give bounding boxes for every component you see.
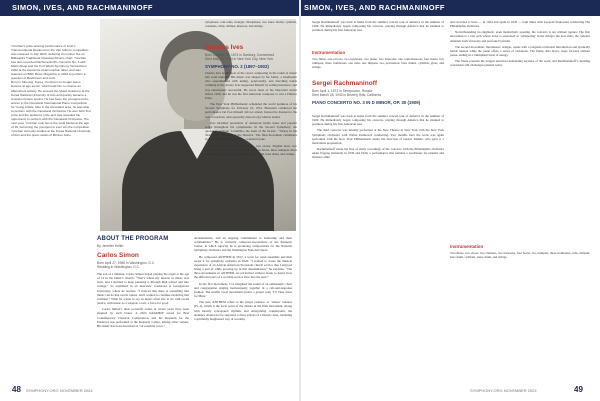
composer-heading-simon: Carlos Simon xyxy=(97,252,139,259)
composer-heading-ives: Charles Ives xyxy=(205,44,244,51)
running-header-right: SIMON, IVES, AND RACHMANINOFF xyxy=(304,3,445,12)
footer-right: SYMPHONY.ORG NOVEMBER 2024 xyxy=(470,388,537,393)
page-number-left: 48 xyxy=(12,385,21,394)
article-column-1: The son of a minister, Carlos Simon began playing the organ at the age of 12 in his father’s church. “That’s where my interest in music was born, and I decided to keep pursuing it through high school and into college,” he explained in an interview conducted at Georgetown University, where he teaches. “I noticed that there is something like music can do that words cannot, and I wanted to continue exploring that tradition.” What he wants to say in music often has to do with social justice, with music as a weapon, a tool, a force for good. Carlos Simon’s most powerful works in recent years have been inspired by such issues. A 2023 GRAMMY award for Best Contemporary Classical Composition, and his Requiem for the Enslaved was performed at the Kennedy Center, among other venues. His music has been described as “an essential voice.” xyxy=(97,272,189,328)
performer-bio xyxy=(11,44,91,240)
composer-meta-rachmaninoff: Born April 1, 1873 in Semyonovo, Russia Died March 28, 1943 in Beverly Hills, California xyxy=(312,89,381,98)
composer-meta-simon: Born April 27, 1986 in Washington, D.C. Residing in Washington, D.C. xyxy=(97,261,156,270)
running-header-left: SIMON, IVES, AND RACHMANINOFF xyxy=(12,3,153,12)
bio-paragraph: Yunchan’s prize-winning performance of Liszt’s Transcendental Études from the Van Cliburn competition was released in July 2023, debuting at number five on Billboard’s Traditional Classical Albums chart. Yunchan has also recorded Rachmaninoff’s Concerto No. 3 with Marin Alsop and the Fort Worth Symphony Orchestra in 2022 at the Deutsche Grammophon label, and was featured on BBC Music Magazine in 2023 to perform a question of Beethoven and Liszt. xyxy=(11,44,89,81)
footer-left: SYMPHONY.ORG NOVEMBER 2024 xyxy=(26,388,93,393)
work-heading-ives: SYMPHONY NO. 2 (1897–1902) xyxy=(205,64,269,69)
bio-paragraph: Born in Siheung, Korea, Yunchan Lim began piano lessons at age seven, which lead him to choose an afterschool activity. He entered the Music Academy at the Korea National University of Arts and quickly became a renowned piano soloist. He has been the youngest prize-winner in the Cleveland International Piano Competition for Young Artists. Also in the Cleveland area, he was able to perform with the Cleveland Orchestra. He won both first prize and the audience prize and was awarded the opportunity to perform with the Cleveland Orchestra. The next year, Yunchan took home the Gold Medal at the age of 18, becoming the youngest to ever win the competition. Yunchan currently studies at the Korea National University of Arts and the piano studio of Minsoo Sohn. xyxy=(11,80,91,138)
instrumentation-text-1: Two flutes, one piccolo, two keyboard, two piano, two bassoons, one contrabassoon, four horns, two trumpets, three trombones, one tuba, one timpani, two percussion, bass drums, cymbals, glass, and strings. xyxy=(312,57,444,70)
article-column-3: Charles Ives spent most of his career composing in the realm of music that went unheard. His music was shaped by his father, a bandleader who experimented with tuning, polytonality, and marching bands colliding in the streets. Ives supported himself by selling insurance, and was enormously successful. He wrote most of his important works before 1920, and he was the first American composer to win a Pulitzer Prize. The New York Philharmonic scheduled the world premiere of his Second Symphony for February 22, 1951. Bernstein conducted the performance but Ives himself did not attend. Instead he listened to the radio broadcast, and reportedly danced a jig when it ended. Ives included quotations of American hymn tunes and popular songs throughout his symphonies. In the Second Symphony, the quotations include ‘Columbia, the Gem of the Ocean,’ ‘Turkey in the Straw,’ and ‘Bringing in the Sheaves.’ The final movement culminates in a massive dissonant chord — a musical joke. Instruments: Two flutes, piccolo, two oboes, English horn, two clarinets, two bassoons, contrabassoon, four horns, three trumpets, three trombones, tuba, timpani, triangle, snare drum, bass drum, and strings. xyxy=(205,71,297,156)
right-column-2: and recorded it twice — in 1924 and again in 1929 — both times with Leopold Stokowski conducting The Philadelphia Orchestra. Notwithstanding its enigmatic, even melancholic opening, the concerto is not without rapture. The first movement is a vast arch whose ardor is expressed as ‘whispering’ in the Allegro ma non tanto; the cadenza demands both virtuosity and profound lyricism. The second movement, Intermezzo: Adagio, opens with a poignant orchestral introduction and gradually builds tension while the piano offers a series of variations. The finale, Alla breve, leaps forward without pause, ending in a triumphant burst of energy. The finale presents the longest and most demanding sections of the work, and Rachmaninoff’s dazzling conclusion still challenges pianists today. xyxy=(450,20,590,68)
instrumentation-heading-1: Instrumentation xyxy=(312,50,346,55)
page-number-right: 49 xyxy=(574,385,583,394)
article-column-2: documentaries, and an ongoing commitment to leadership and their communities.” He is currently composer-in-residence of the Kennedy Center, in which capacity he is producing compositions for the National Symphony Orchestra and the Washington National Opera. He composed ANTHEM in 2017, a work for wind ensemble and then recast it for symphony orchestra in 2020. “I wanted to create the musical experience of an African American Protestant church service that I enjoyed being a part of while growing up in this denomination,” he explains. “The three movements in ANTHEM are performed without break to depict how the different parts of a worship service flow into the next.” In the first movement, I’ve imagined the sound of an enthusiastic choir and congregation singing harmoniously together in a call-and-response fashion. The soulful vocal movement quotes a gospel song ‘I’ll Take Jesus for Mine.’ The title, ANTHEM refers to the plagal cadence, or ‘Amen’ cadence (IV–I), which is the focal point of the climax in the final movement. Along with heavily syncopated rhythms and enterprising counterpoint, the audience should not be surprised to hear echoes of a historic tune, rendering a spiritually heightened way of worship. xyxy=(194,236,292,321)
instrumentation-heading-2: Instrumentation xyxy=(450,244,484,249)
composer-heading-rachmaninoff: Sergei Rachmaninoff xyxy=(312,80,378,87)
right-column-1: Sergei Rachmaninoff was back at home from his summer concert tour of America in the summer of 1909. He immediately began composing his concerto, playing through America that he planned to premiere during his first American tour. The third concerto was initially performed at the New Theatre in New York with the New York Symphony Orchestra with Walter Damrosch conducting. Two months later the work was again performed with the New York Philharmonic under the direction of Gustav Mahler, who gave it a meticulous preparation. Rachmaninoff made his first of many recordings of the concerto with the Philadelphia Orchestra under Eugene Ormandy in 1939 and 1940, a performance that remains a touchstone for pianists and listeners alike. xyxy=(312,114,444,160)
work-heading-rachmaninoff: PIANO CONCERTO NO. 3 IN D MINOR, OP. 30 (1909) xyxy=(312,100,421,105)
right-column-1-top: Sergei Rachmaninoff was back at home from his summer concert tour of America in the summer of 1909. He immediately began composing his concerto, playing through America that he planned to premiere during his first American tour. xyxy=(312,20,444,33)
article-column-3-top: xylophone, tom-toms, triangle, vibraphone, two snare drums, cymbals, castanets, whip, chimes, maracas, and strings. xyxy=(205,20,297,29)
section-heading-about-program: ABOUT THE PROGRAM xyxy=(97,236,169,242)
instrumentation-text-2: Two flutes, two oboes, two clarinets, two bassoons, four horns, two trumpets, three trombones, tuba, timpani, bass drum, cymbals, snare drum, and strings. xyxy=(450,251,590,260)
page-gutter xyxy=(299,0,301,401)
composer-meta-ives: Born October 20, 1874 in Danbury, Connecticut Died May 19, 1954 in New York City, New York xyxy=(205,53,275,62)
article-byline: By Jennifer Keller xyxy=(97,244,124,248)
